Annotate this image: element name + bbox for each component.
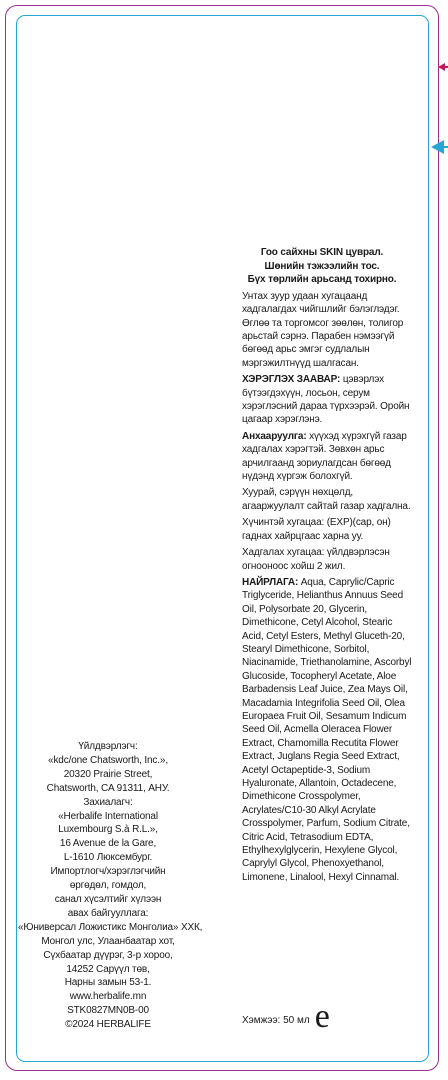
volume [242,998,330,1036]
ingredients-label: НАЙРЛАГА: [242,576,299,588]
storage: Хуурай, сэрүүн нөхцөлд, агааржуулалт сайтай газар хадгална. [242,487,411,512]
title-line: Шөнийн тэжээлийн тос. [264,260,380,272]
info-line: Сүхбаатар дүүрэг, 3-р хороо, [43,949,173,961]
copyright: ©2024 HERBALIFE [65,1019,151,1031]
info-line: Үйлдвэрлэгч: [78,741,138,752]
warning [242,430,412,484]
volume-label: Хэмжээ: 50 мл [242,1014,310,1026]
info-line: Импортлогч/хэрэглэгчийн [50,866,166,878]
title-line: Бүх төрлийн арьсанд тохирно. [247,274,397,286]
info-line: Chatsworth, CA 91311, АНУ. [46,782,170,794]
expiry: Хүчинтэй хугацаа: (EXP)(сар, он) гаднах хайрцгаас харна уу. [242,517,391,542]
info-line: «Herbalife International [58,810,158,822]
info-line: санал хүсэлтийг хүлээн [54,893,162,905]
info-line: L-1610 Люксембург. [63,852,153,864]
ingredients-text: Aqua, Caprylic/Capric Triglyceride, Helianthus Annuus Seed Oil, Polysorbate 20, Glycerin, Dimethicone, Cetyl Alcohol, Stearic Acid, Cetyl Esters, Methyl Gluceth-20, Stearyl Dimethicone, Sorbitol, Niacinamide, Triethanolamine, Ascorbyl Glucoside, Tocopheryl Acetate, Aloe Barbadensis Leaf Juice, Zea Mays Oil, Macadamia Integrifolia Seed Oil, Olea Europaea Fruit Oil, Sesamum Indicum Seed Oil, Acmella Oleracea Flower Extract, Chamomilla Recutita Flower Extract, Juglans Regia Seed Extract, Acetyl Octapeptide-3, Sodium Hyaluronate, Allantoin, Octadecene, Dimethicone Crosspolymer, Acrylates/C10-30 Alkyl Acrylate Crosspolymer, Parfum, Sodium Citrate, Citric Acid, Tetrasodium EDTA, Ethylhexylglycerin, Hexylene Glycol, Caprylyl Glycol, Phenoxyethanol, Limonene, Linalool, Hexyl Cinnamal. [242,576,412,883]
info-line: 16 Avenue de la Gare, [59,838,157,850]
usage-text: цэвэрлэх бүтээгдэхүүн, лосьон, серум хэрэглэсний дараа түрхээрэй. Оройн цагаар хэрэглэнэ. [242,374,410,426]
usage-label: ХЭРЭГЛЭХ ЗААВАР: [242,374,341,386]
info-line: «kdc/one Chatsworth, Inc.», [48,754,168,766]
info-line: Монгол улс, Улаанбаатар хот, [41,935,175,947]
warning-label: Анхааруулга: [242,430,307,442]
product-title [236,246,408,287]
website: www.herbalife.mn [69,991,147,1003]
manufacturer-info [18,740,203,1032]
info-line: өргөдөл, гомдол, [69,880,147,892]
estimated-e-mark-icon: e [314,998,330,1035]
product-code: STK0827MN0B-00 [67,1005,149,1017]
warning-text: хүүхэд хүрэхгүй газар хадгалах хэрэгтэй. Зөвхөн арьс арчилгаанд зориулагдсан бөгөөд нүдэнд хүргэж болохгүй. [242,430,407,483]
usage-instructions [242,373,412,427]
info-line: 20320 Prairie Street, [63,768,153,780]
registration-line-magenta [444,66,448,68]
product-label [242,246,412,884]
description: Унтах зуур удаан хугацаанд хадгалагдах чийгшлийг бэлэглэдэг. Өглөө та торгомсог зөөлөн, толигор арьстай сэрнэ. Парабен нэмээгүй бөгөөд арьс эмгэг судлалын мэргэжилтнүүд шалгасан. [242,290,404,369]
info-line: авах байгууллага: [67,907,149,919]
ingredients [242,576,412,884]
info-line: Нарны замын 53-1. [64,977,152,989]
info-line: Захиалагч: [83,796,133,808]
title-line: Гоо сайхны SKIN цуврал. [260,247,384,258]
shelf-life: Хадгалах хугацаа: үйлдвэрлэсэн огнооноос хойш 2 жил. [242,547,390,572]
registration-line-cyan [443,146,448,148]
info-line: 14252 Сарүүл төв, [66,963,150,975]
info-line: Luxembourg S.à R.L.», [58,824,158,836]
info-line: «Юниверсал Ложистикс Монголиа» ХХК, [18,921,203,933]
